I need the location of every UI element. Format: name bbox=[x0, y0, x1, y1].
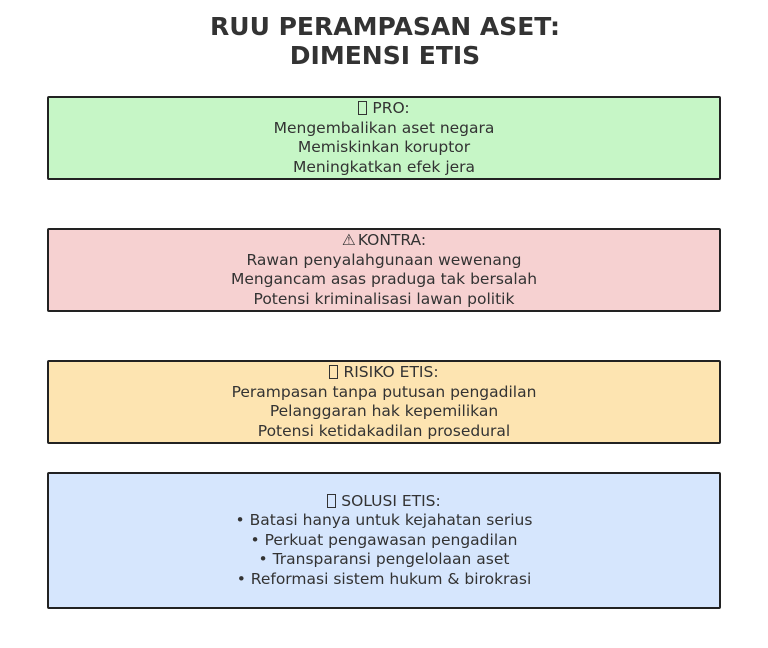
diagram-title bbox=[0, 12, 768, 70]
pro-heading-row bbox=[358, 99, 409, 119]
solusi-item: • Perkuat pengawasan pengadilan bbox=[250, 530, 518, 549]
pro-box bbox=[47, 96, 721, 180]
missing-glyph-icon bbox=[327, 494, 336, 508]
pro-heading: PRO: bbox=[372, 99, 410, 117]
risiko-heading: RISIKO ETIS: bbox=[343, 363, 439, 381]
risiko-item: Pelanggaran hak kepemilikan bbox=[269, 402, 499, 420]
solusi-heading-row bbox=[327, 492, 440, 512]
kontra-item: Rawan penyalahgunaan wewenang bbox=[246, 250, 522, 269]
title-line-2: DIMENSI ETIS bbox=[289, 41, 481, 70]
kontra-box bbox=[47, 228, 721, 312]
warning-icon: ⚠ bbox=[341, 231, 356, 249]
risiko-box bbox=[47, 360, 721, 444]
kontra-heading: KONTRA: bbox=[357, 231, 427, 249]
solusi-item: • Transparansi pengelolaan aset bbox=[258, 550, 510, 569]
solusi-heading: SOLUSI ETIS: bbox=[341, 491, 441, 510]
risiko-item: Potensi ketidakadilan prosedural bbox=[257, 421, 511, 440]
risiko-heading-row bbox=[329, 363, 438, 383]
solusi-item: • Reformasi sistem hukum & birokrasi bbox=[236, 569, 532, 588]
kontra-item: Potensi kriminalisasi lawan politik bbox=[253, 289, 515, 308]
risiko-item: Perampasan tanpa putusan pengadilan bbox=[231, 382, 537, 401]
pro-item: Meningkatkan efek jera bbox=[292, 157, 476, 176]
kontra-heading-row bbox=[342, 231, 426, 251]
missing-glyph-icon bbox=[329, 365, 338, 379]
pro-item: Mengembalikan aset negara bbox=[273, 118, 495, 137]
kontra-item: Mengancam asas praduga tak bersalah bbox=[230, 270, 538, 288]
title-line-1: RUU PERAMPASAN ASET: bbox=[210, 12, 560, 41]
solusi-item: • Batasi hanya untuk kejahatan serius bbox=[235, 511, 533, 530]
solusi-box bbox=[47, 472, 721, 609]
missing-glyph-icon bbox=[358, 101, 367, 115]
pro-item: Memiskinkan koruptor bbox=[297, 138, 471, 156]
